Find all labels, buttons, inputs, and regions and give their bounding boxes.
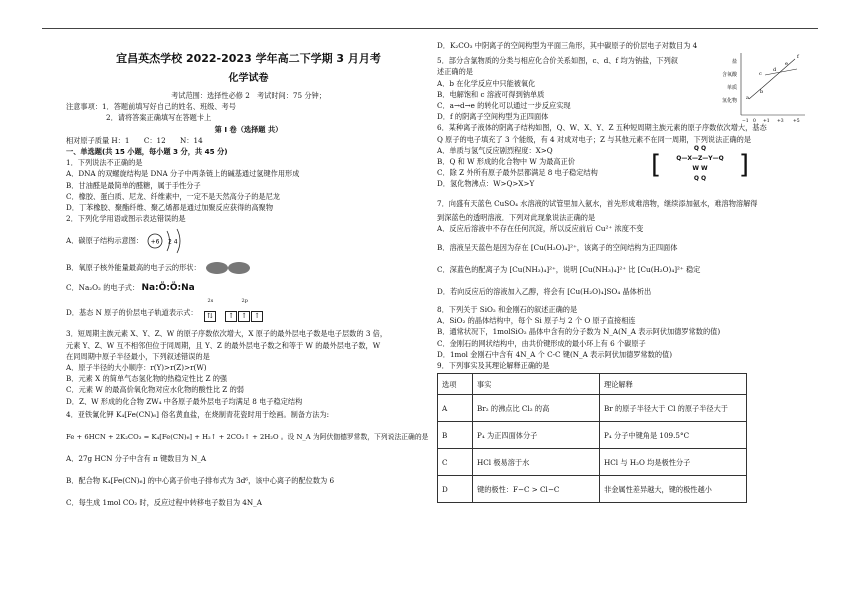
q8-option-a: A．SiO₂ 的晶体结构中，每个 Si 原子与 2 个 O 原子直接相连: [437, 316, 636, 326]
q2c-text: C．Na₂O₂ 的电子式：: [66, 283, 140, 293]
atom-shell-label: 2 4: [168, 238, 178, 246]
structure-sub: W W: [692, 165, 708, 173]
structure-bottom: Q Q: [693, 175, 707, 183]
left-column: [66, 40, 431, 511]
q5-option-d: D．f 的阴离子空间构型为正四面体: [437, 112, 549, 122]
table-header-row: [438, 374, 747, 395]
table-row: [438, 449, 747, 476]
table-row: [438, 422, 747, 449]
q3-option-c: C．元素 W 的最高价氧化物对应水化物的酸性比 Z 的弱: [66, 385, 244, 395]
q2-option-b: [66, 258, 431, 278]
table-header-cell: 选项: [438, 374, 473, 395]
q5-option-b: B．电解饱和 c 溶液可得到钠单质: [437, 89, 545, 99]
top-rule: [42, 28, 818, 29]
q1-option-d: D．丁苯橡胶、聚酯纤维、聚乙烯都是通过加聚反应获得的高聚物: [66, 203, 274, 213]
atomic-mass: 相对原子质量 H：1 C：12 N：14: [66, 135, 203, 145]
fig-tick: +5: [793, 119, 800, 125]
q6-option-a: A．单质与氢气反应剧烈程度：X>Q: [437, 145, 553, 155]
fig-point-b: b: [760, 89, 764, 96]
fig-label-salt: 盐: [731, 59, 737, 66]
q4-option-d: D．K₂CO₃ 中阴离子的空间构型为平面三角形，其中碳原子的价层电子对数目为 4: [437, 41, 698, 50]
question-3-line-3: 在同周期中原子半径最小，下列叙述错误的是: [66, 351, 210, 361]
table-cell: C: [438, 449, 473, 476]
facts-table: [437, 373, 747, 503]
label-2p: 2p: [241, 298, 248, 305]
question-7-line-2: 到深蓝色的透明溶液．下列对此现象说法正确的是: [437, 212, 596, 222]
fig-point-a: a: [746, 95, 749, 102]
fig-label-oxyacid: 含氧酸: [721, 72, 737, 79]
ionic-liquid-structure: [651, 144, 749, 190]
section-heading: 第 I 卷（选择题 共）: [214, 124, 283, 134]
atom-nucleus-label: +6: [150, 238, 160, 246]
fig-point-f: f: [797, 54, 799, 61]
bracket-left: [: [651, 150, 662, 181]
q8-option-c: C．金刚石的网状结构中，由共价键形成的最小环上有 6 个碳原子: [437, 338, 646, 348]
q2a-text: A．碳原子结构示意图：: [66, 236, 144, 246]
question-6: 6．某种离子液体的阴离子结构如图，Q、W、X、Y、Z 五种短周期主族元素的原子序数依次增大，基态: [437, 123, 767, 133]
table-cell: HCl 极易溶于水: [473, 449, 600, 476]
fig-point-e: e: [785, 61, 788, 68]
q7-option-b: B．溶液呈天蓝色是因为存在 [Cu(H₂O)₄]²⁺，该离子的空间结构为正四面体: [437, 243, 678, 253]
table-row: [438, 395, 747, 422]
fig-label-hydride: 氢化物: [721, 98, 737, 105]
q4-equation: Fe + 6HCN + 2K₂CO₃ = K₄[Fe(CN)₆] + H₂↑ + 2CO₂↑ + 2H₂O 。设 N_A 为阿伏伽德罗常数，下列说法正确的是: [66, 432, 429, 441]
exam-title: 宜昌英杰学校 2022-2023 学年高二下学期 3 月月考: [116, 52, 381, 65]
fig-tick: −1: [742, 119, 749, 125]
p-orbital-icon: [203, 260, 253, 276]
box-2p: ↑: [238, 311, 250, 322]
q2-option-a: [66, 224, 431, 258]
q2-option-d: [66, 298, 431, 328]
table-cell: D: [438, 476, 473, 503]
table-cell: 非金属性差异越大，键的极性越小: [600, 476, 747, 503]
orbital-diagram: [204, 298, 264, 328]
q1-option-b: B．甘油醛是最简单的醛糖，属于手性分子: [66, 180, 201, 190]
table-cell: A: [438, 395, 473, 422]
q1-option-c: C．橡胶、蛋白质、尼龙、纤维素中，一定不是天然高分子的是尼龙: [66, 191, 280, 201]
table-cell: Br₂ 的沸点比 Cl₂ 的高: [473, 395, 600, 422]
note-2: 2．请将答案正确填写在答题卡上: [106, 113, 212, 123]
question-5-block: [437, 54, 809, 125]
box-2s: ⇅: [204, 311, 216, 322]
table-header-cell: 理论解释: [600, 374, 747, 395]
table-cell: P₄ 为正四面体分子: [473, 422, 600, 449]
q1-option-a: A．DNA 的双螺旋结构是 DNA 分子中两条链上的碱基通过氢键作用形成: [66, 169, 300, 179]
table-cell: HCl 与 H₂O 均是极性分子: [600, 449, 747, 476]
q8-option-d: D．1mol 金刚石中含有 4N_A 个 C-C 键(N_A 表示阿伏加德罗常数的值): [437, 349, 672, 359]
fig-label-element: 单质: [726, 85, 737, 92]
question-1: 1．下列说法不正确的是: [66, 158, 143, 168]
label-2s: 2s: [207, 298, 214, 305]
q6-option-d: D．氢化物沸点：W>Q>X>Y: [437, 179, 535, 189]
table-header-cell: 事实: [473, 374, 600, 395]
box-2p: ↑: [251, 311, 263, 322]
question-5: 5．部分含氯物质的分类与相应化合价关系如图，c、d、f 均为钠盐，下列叙: [437, 56, 678, 66]
table-cell: B: [438, 422, 473, 449]
chlorine-valence-diagram: [715, 49, 807, 127]
table-cell: 键的极性：F−C > Cl−C: [473, 476, 600, 503]
question-5-line-2: 述正确的是: [437, 67, 473, 77]
structure-top: Q Q: [693, 145, 707, 153]
box-2p: ↑: [225, 311, 237, 322]
q5-option-a: A．b 在化学反应中只能被氧化: [437, 78, 536, 88]
exam-subtitle: 化学试卷: [228, 73, 269, 84]
question-3-line-2: 元素 Y、Z、W 互不相邻但位于同周期，且 Y、Z 的最外层电子数之和等于 W 的最外层电子数，W: [66, 340, 381, 350]
bracket-right: ]: [738, 150, 749, 181]
q7-option-a: A．反应后溶液中不存在任何沉淀，所以反应前后 Cu²⁺ 浓度不变: [437, 223, 644, 233]
question-6-block: [437, 122, 809, 189]
note-1: 注意事项：1．答题前填写好自己的姓名、班级、考号: [66, 102, 236, 112]
table-cell: Br 的原子半径大于 Cl 的原子半径大于: [600, 395, 747, 422]
q4-option-b: B．配合物 K₄[Fe(CN)₆] 的中心离子价电子排布式为 3d⁶，该中心离子的配位数为 6: [66, 475, 335, 485]
q7-option-c: C．深蓝色的配离子为 [Cu(NH₃)₄]²⁺，说明 [Cu(NH₃)₄]²⁺ 比 [Cu(H₂O)₄]²⁺ 稳定: [437, 265, 701, 275]
question-7: 7．向盛有天蓝色 CuSO₄ 水溶液的试管里加入氨水，首先形成难溶物，继续添加氨水，难溶物溶解得: [437, 198, 758, 208]
q3-option-b: B．元素 X 的简单气态氢化物的热稳定性比 Z 的强: [66, 374, 228, 384]
right-column: [437, 40, 809, 503]
q6-option-c: C．除 Z 外所有原子最外层都满足 8 电子稳定结构: [437, 168, 598, 178]
question-8: 8．下列关于 SiO₂ 和金刚石的叙述正确的是: [437, 305, 578, 315]
table-row: [438, 476, 747, 503]
electron-formula: Na:Ö:Ö:Na: [141, 283, 195, 294]
exam-info: 考试范围：选择性必修 2 考试时间：75 分钟；: [171, 91, 326, 100]
question-4: 4．亚铁氰化钾 K₄[Fe(CN)₆] 俗名黄血盐，在烧制青花瓷时用于绘画。制备方法为:: [66, 409, 329, 419]
q2-option-c: [66, 278, 431, 298]
q8-option-b: B．通常状况下，1molSiO₂ 晶体中含有的分子数为 N_A(N_A 表示阿伏加德罗常数的值): [437, 327, 721, 337]
carbon-atom-diagram: [145, 225, 191, 257]
q7-option-d: D．若向反应后的溶液加入乙醇，将会有 [Cu(H₂O)₄]SO₄ 晶体析出: [437, 287, 652, 297]
part-heading: 一、单选题(共 15 小题，每小题 3 分，共 45 分): [66, 147, 228, 157]
orbital-2p: [225, 298, 264, 328]
fig-tick: 0: [753, 119, 756, 125]
q5-option-c: C．a→d→e 的转化可以通过一步反应实现: [437, 101, 571, 111]
q3-option-d: D．Z、W 形成的化合物 ZW₄ 中各原子最外层电子均满足 8 电子稳定结构: [66, 396, 303, 406]
fig-tick: +1: [763, 119, 770, 125]
fig-point-d: d: [773, 67, 777, 74]
q4-option-a: A．27g HCN 分子中含有 π 键数目为 N_A: [66, 453, 207, 463]
fig-point-c: c: [759, 71, 762, 78]
q6-option-b: B．Q 和 W 形成的化合物中 W 为最高正价: [437, 157, 575, 167]
q4-option-c: C．每生成 1mol CO₂ 时，反应过程中转移电子数目为 4N_A: [66, 497, 262, 507]
question-9: 9．下列事实及其理论解释正确的是: [437, 361, 550, 371]
orbital-2s: [204, 298, 217, 328]
question-2: 2．下列化学用语或图示表达错误的是: [66, 214, 186, 224]
q2d-text: D．基态 N 原子的价层电子轨道表示式：: [66, 308, 198, 318]
q3-option-a: A．原子半径的大小顺序：r(Y)>r(Z)>r(W): [66, 363, 207, 373]
structure-main: Q—X—Z—Y—Q: [676, 155, 724, 163]
q2b-text: B．氧原子核外能量最高的电子云的形状：: [66, 263, 201, 273]
fig-tick: +3: [777, 119, 784, 125]
question-3: 3．短周期主族元素 X、Y、Z、W 的原子序数依次增大，X 原子的最外层电子数是电子层数的 3 倍，: [66, 329, 388, 339]
question-6-line-2: Q 原子的电子填充了 3 个能级，有 4 对成对电子；Z 与其他元素不在同一周期，下列说法正确的是: [437, 134, 752, 144]
table-cell: P₄ 分子中键角是 109.5°C: [600, 422, 747, 449]
